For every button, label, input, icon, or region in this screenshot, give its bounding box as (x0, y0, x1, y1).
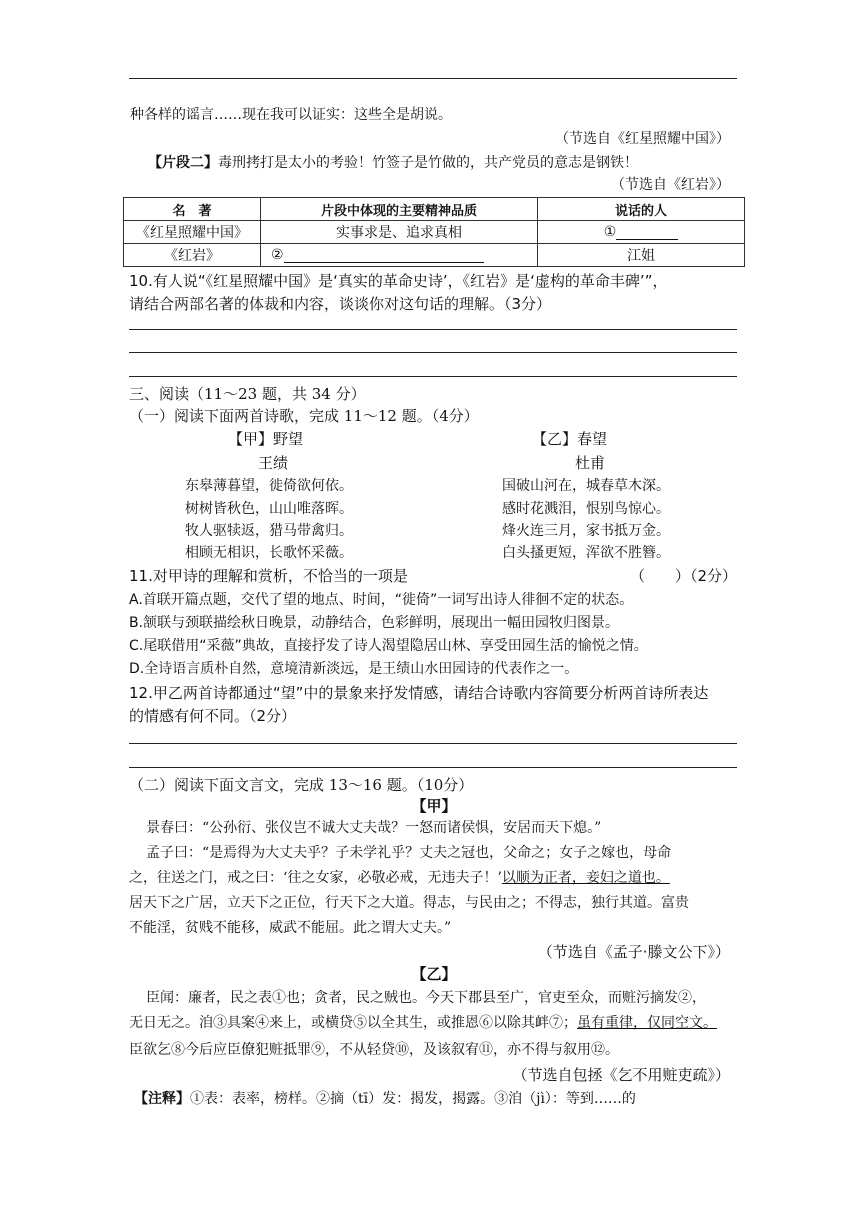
col-speaker-header: 说话的人 (538, 198, 745, 221)
text-b-line: 臣欲乞⑧今后应臣僚犯赃抵罪⑨，不从轻贷⑩，及该叙宥⑪，亦不得与叙用⑫。 (129, 1042, 619, 1058)
section3-title: 三、阅读（11～23 题，共 34 分） (129, 385, 366, 403)
source-a: （节选自《孟子·滕文公下》） (537, 943, 730, 961)
q12-line1: 12.甲乙两首诗都通过“望”中的景象来抒发情感，请结合诗歌内容简要分析两首诗所表达 (129, 684, 709, 702)
excerpt2-label: 【片段二】 (148, 155, 218, 171)
blank-marker: ② (271, 247, 284, 263)
poem-a-line: 牧人驱犊返，猎马带禽归。 (185, 523, 353, 539)
label-b: 【乙】 (411, 965, 457, 983)
label-a: 【甲】 (411, 797, 457, 815)
poem-a-line: 树树皆秋色，山山唯落晖。 (185, 501, 353, 517)
poem-b-line: 感时花溅泪，恨别鸟惊心。 (502, 501, 670, 517)
answer-blank-2[interactable] (284, 248, 484, 263)
cell-quality: 实事求是、追求真相 (261, 221, 538, 244)
poem-b-author: 杜甫 (575, 454, 606, 472)
notes-label: 【注释】 (134, 1091, 190, 1107)
blank-marker: ① (603, 224, 617, 240)
text-a-line: 居天下之广居，立天下之正位，行天下之大道。得志，与民由之；不得志，独行其道。富贵 (129, 895, 689, 911)
excerpt1-source: （节选自《红星照耀中国》） (555, 131, 730, 147)
answer-line[interactable] (129, 767, 737, 768)
text-a-line (129, 868, 670, 888)
cell-book: 《红星照耀中国》 (124, 221, 261, 244)
table-header-row (124, 198, 745, 221)
poem-a-author: 王绩 (258, 454, 289, 472)
table-row (124, 244, 745, 267)
poem-a-line: 东皋薄暮望，徙倚欲何依。 (185, 478, 353, 494)
answer-blank-1[interactable] (616, 225, 678, 240)
poem-b-line: 国破山河在，城春草木深。 (502, 478, 670, 494)
notes (134, 1089, 636, 1109)
col-book-header: 名 著 (124, 198, 261, 221)
source-b: （节选自包拯《乞不用赃吏疏》） (512, 1066, 730, 1084)
q11-option-d: D.全诗语言质朴自然，意境清新淡远，是王绩山水田园诗的代表作之一。 (129, 661, 579, 677)
text-b-line (129, 1013, 717, 1033)
answer-line[interactable] (129, 329, 737, 330)
text-a-line: 景春曰：“公孙衍、张仪岂不诚大丈夫哉？一怒而诸侯惧，安居而天下熄。” (146, 820, 602, 836)
book-table (123, 197, 745, 267)
text-b-underlined: 虽有重律，仅同空文。 (577, 1015, 717, 1031)
q11-option-c: C.尾联借用“采薇”典故，直接抒发了诗人渴望隐居山林、享受田园生活的愉悦之情。 (129, 638, 648, 654)
excerpt2-source: （节选自《红岩》） (611, 177, 730, 193)
q11-stem: 11.对甲诗的理解和赏析，不恰当的一项是 (129, 567, 408, 585)
col-quality-header: 片段中体现的主要精神品质 (261, 198, 538, 221)
q10-line2: 请结合两部名著的体裁和内容，谈谈你对这句话的理解。（3分） (129, 295, 552, 313)
q10-line1: 10.有人说“《红星照耀中国》是‘真实的革命史诗’，《红岩》是‘虚构的革命丰碑’”， (129, 272, 668, 290)
cell-speaker: 江姐 (538, 244, 745, 267)
cell-speaker[interactable] (538, 221, 745, 244)
excerpt2 (148, 153, 638, 173)
part2-title: （二）阅读下面文言文，完成 13～16 题。（10分） (129, 776, 474, 794)
text-a-line: 孟子曰：“是焉得为大丈夫乎？子未学礼乎？丈夫之冠也，父命之；女子之嫁也，母命 (146, 845, 672, 861)
poem-b-line: 白头搔更短，浑欲不胜簪。 (502, 545, 670, 561)
excerpt1-tail: 种各样的谣言……现在我可以证实：这些全是胡说。 (130, 107, 452, 123)
poem-b-line: 烽火连三月，家书抵万金。 (502, 523, 670, 539)
header-rule (129, 78, 737, 79)
q11-bracket[interactable]: （ ）（2分） (629, 567, 737, 585)
q12-line2: 的情感有何不同。（2分） (129, 707, 297, 725)
part1-title: （一）阅读下面两首诗歌，完成 11～12 题。（4分） (129, 407, 479, 425)
text-b-line: 臣闻：廉者，民之表①也；贪者，民之贼也。今天下郡县至广，官吏至众，而赃污摘发②， (146, 990, 706, 1006)
answer-line[interactable] (129, 743, 737, 744)
poem-a-title: 【甲】野望 (228, 430, 304, 448)
poem-a-line: 相顾无相识，长歌怀采薇。 (185, 545, 353, 561)
table-row (124, 221, 745, 244)
answer-line[interactable] (129, 376, 737, 377)
cell-quality[interactable] (261, 244, 538, 267)
text-b-plain: 无日无之。洎③具案④来上，或横贷⑤以全其生，或推恩⑥以除其衅⑦； (129, 1015, 577, 1031)
q11-option-a: A.首联开篇点题，交代了望的地点、时间，“徙倚”一词写出诗人徘徊不定的状态。 (129, 592, 634, 608)
text-a-underlined: 以顺为正者，妾妇之道也。 (501, 870, 670, 886)
notes-text: ①表：表率，榜样。②摘（tī）发：揭发，揭露。③洎（jì）：等到……的 (190, 1091, 636, 1107)
cell-book: 《红岩》 (124, 244, 261, 267)
excerpt2-text: 毒刑拷打是太小的考验！竹签子是竹做的，共产党员的意志是钢铁！ (218, 155, 638, 171)
poem-b-title: 【乙】春望 (532, 430, 608, 448)
text-a-plain: 之，往送之门，戒之曰：‘往之女家，必敬必戒，无违夫子！’ (129, 870, 502, 886)
answer-line[interactable] (129, 352, 737, 353)
q11-option-b: B.颔联与颈联描绘秋日晚景，动静结合，色彩鲜明，展现出一幅田园牧归图景。 (129, 615, 620, 631)
text-a-line: 不能淫，贫贱不能移，威武不能屈。此之谓大丈夫。” (129, 920, 452, 936)
